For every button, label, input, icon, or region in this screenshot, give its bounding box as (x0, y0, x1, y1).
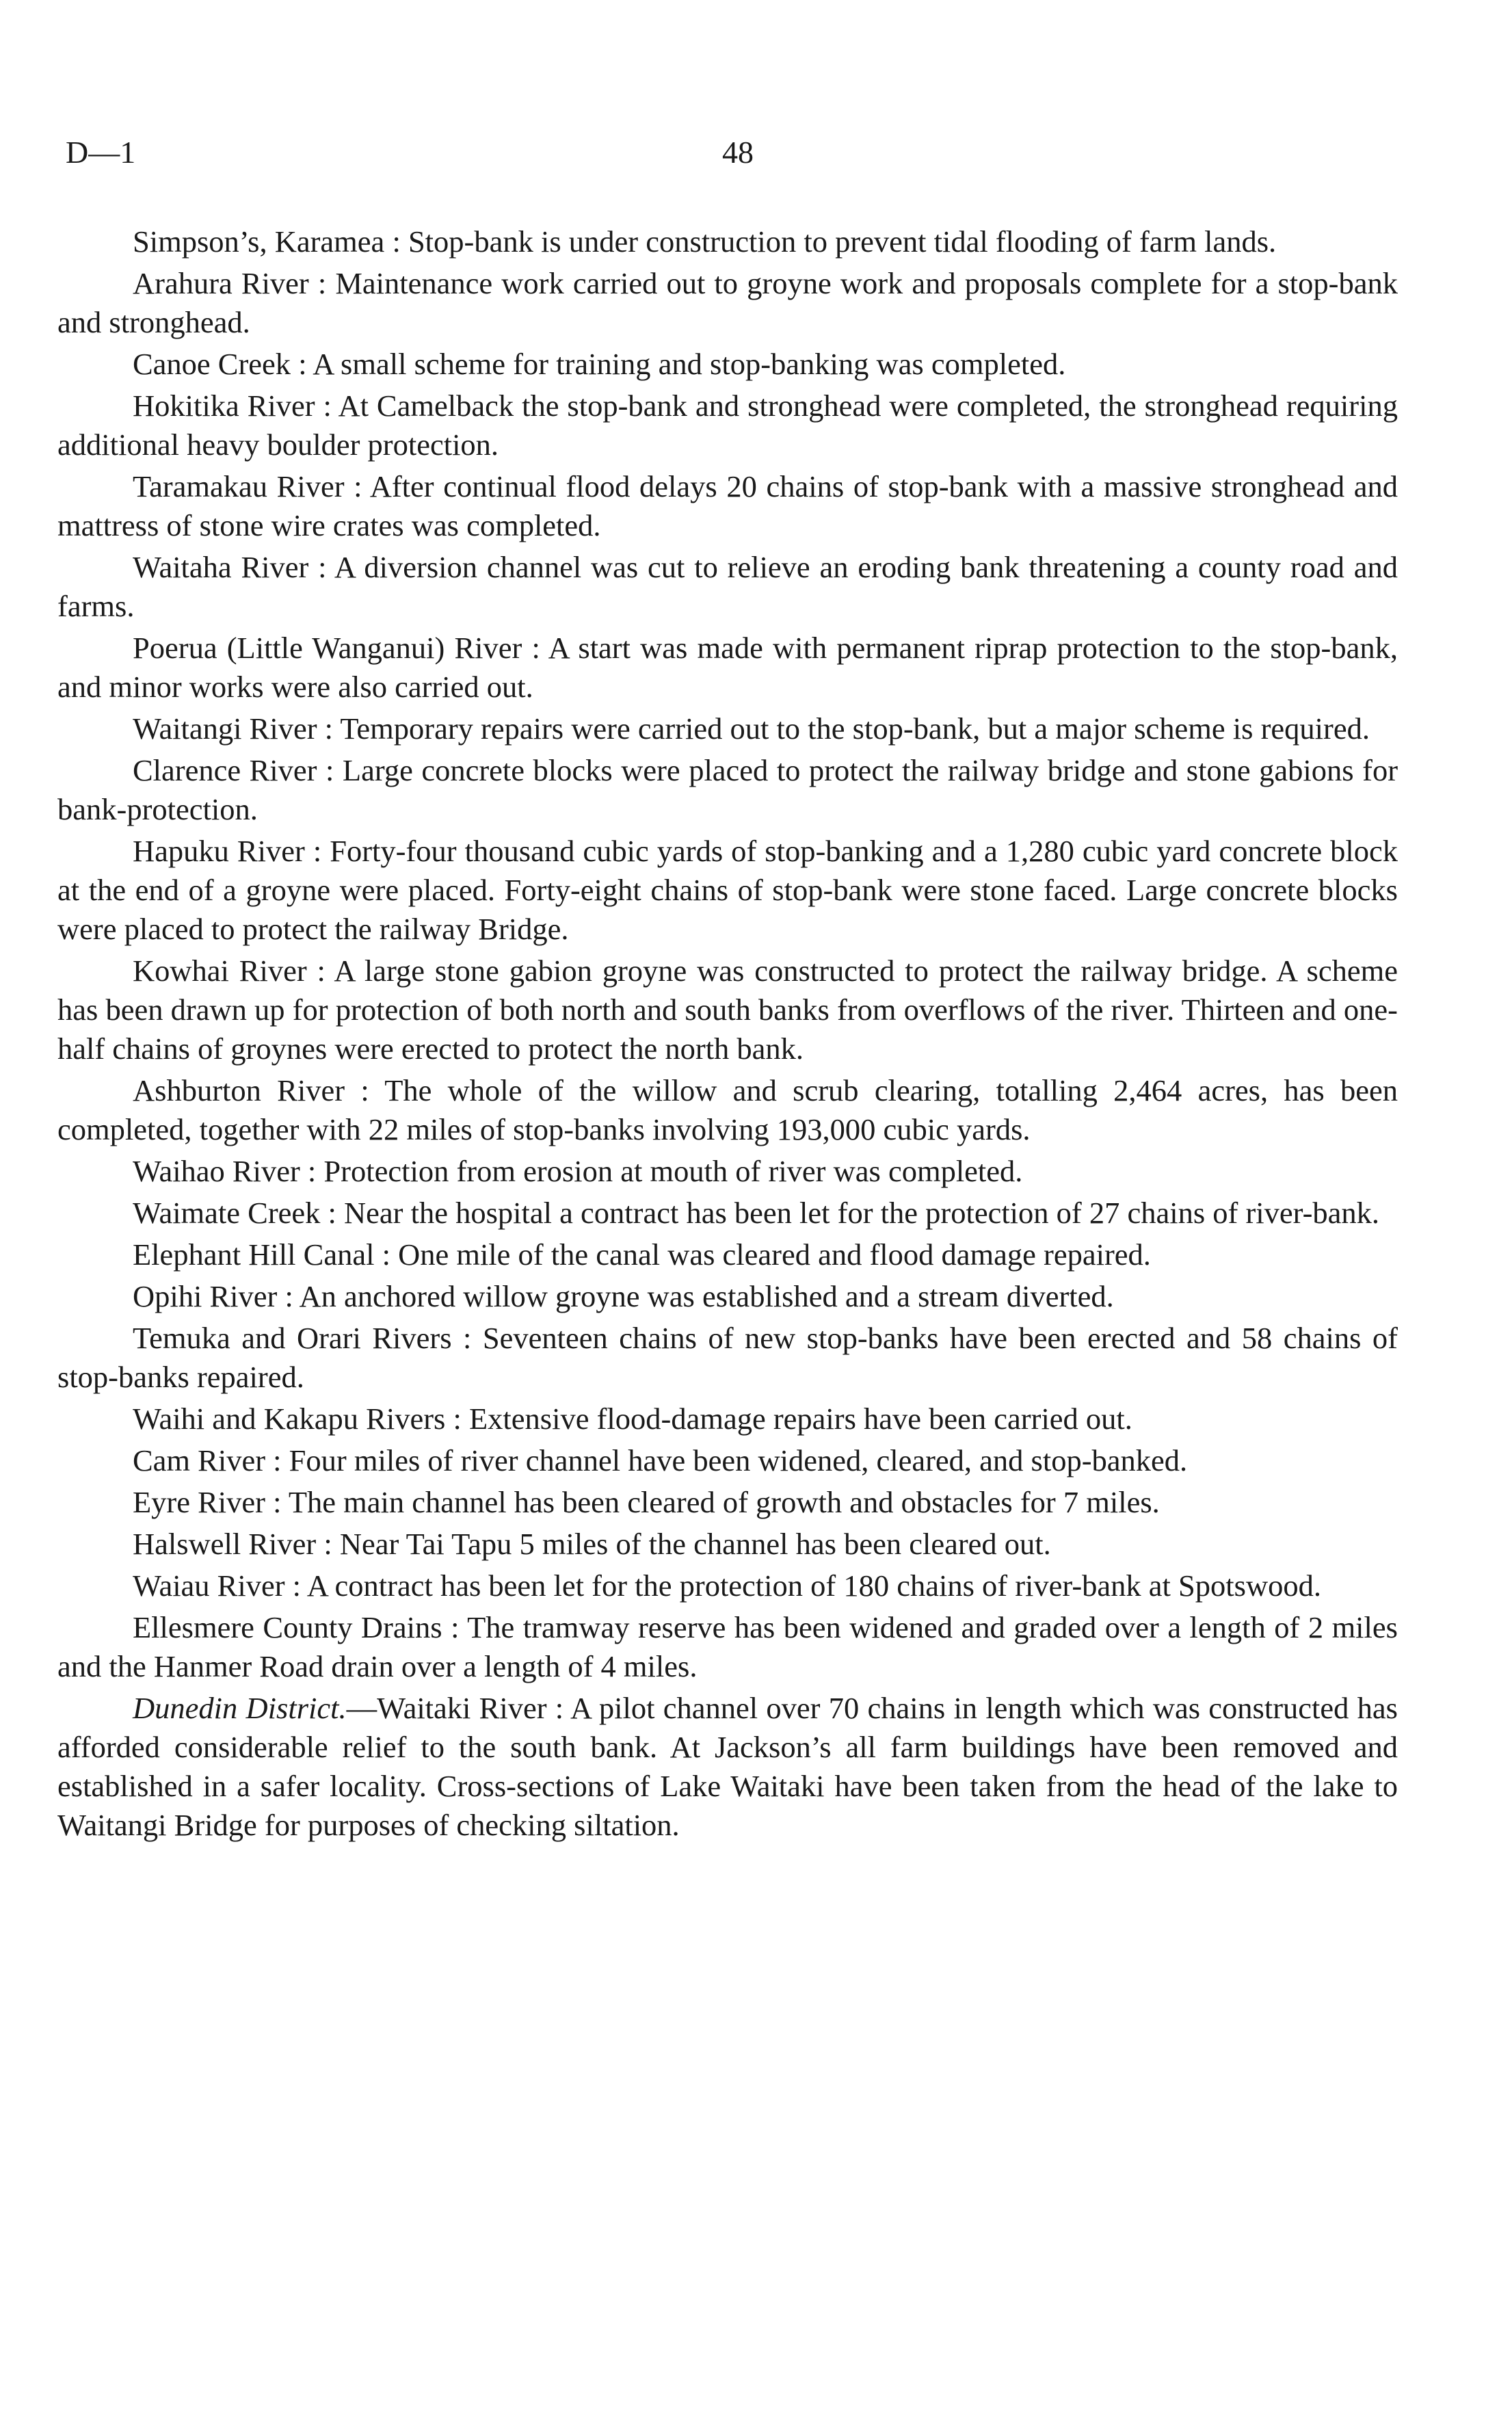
entry-text: Near Tai Tapu 5 miles of the channel has been cleared out. (339, 1527, 1051, 1561)
entry-title: Waitaki River (377, 1691, 547, 1725)
river-entry-poerua: Poerua (Little Wanganui) River : A start was made with permanent riprap protection to the stop-bank, and minor works were also carried out. (57, 631, 1398, 704)
river-entry-canoe-creek: Canoe Creek : A small scheme for training and stop-banking was completed. (133, 347, 1066, 381)
entry-title: Temuka and Orari Rivers (133, 1321, 452, 1355)
river-entry-ashburton: Ashburton River : The whole of the willow and scrub clearing, totalling 2,464 acres, has been completed, together with 22 miles of stop-banks involving 193,000 cubic yards. (57, 1073, 1398, 1146)
entry-title: Taramakau River (133, 469, 345, 503)
entry-text: Forty-four thousand cubic yards of stop-banking and a 1,280 cubic yard concrete block at the end of a groyne were placed. Forty-eight chains of stop-bank were stone faced. Large concrete blocks were placed to protect the railway Bridge. (57, 834, 1398, 946)
page-header (66, 134, 1447, 182)
entry-text: A pilot channel over 70 chains in length which was constructed has afforded considerable relief to the south bank. At Jackson’s all farm buildings have been removed and established in a safer locality. Cross-sections of Lake Waitaki have been taken from the head of the lake to Waitangi Bridge for purposes of checking siltation. (57, 1691, 1398, 1842)
entry-title: Clarence River (133, 753, 317, 787)
entry-text: Maintenance work carried out to groyne work and proposals complete for a stop-bank and stronghead. (57, 266, 1398, 339)
river-entry-elephant-hill-canal: Elephant Hill Canal : One mile of the canal was cleared and flood damage repaired. (133, 1237, 1151, 1272)
entry-title: Elephant Hill Canal (133, 1237, 375, 1272)
entry-text: A small scheme for training and stop-banking was completed. (313, 347, 1066, 381)
river-entry-waiau: Waiau River : A contract has been let for the protection of 180 chains of river-bank at Spotswood. (133, 1568, 1321, 1603)
entry-text: A start was made with permanent riprap protection to the stop-bank, and minor works were also carried out. (57, 631, 1398, 704)
dunedin-district-entry: Dunedin District.—Waitaki River : A pilot channel over 70 chains in length which was constructed has afforded considerable relief to the south bank. At Jackson’s all farm buildings have been removed and established in a safer locality. Cross-sections of Lake Waitaki have been taken from the head of the lake to Waitangi Bridge for purposes of checking siltation. (57, 1691, 1398, 1842)
entry-title: Ellesmere County Drains (133, 1610, 442, 1644)
entry-text: Large concrete blocks were placed to protect the railway bridge and stone gabions for bank-protection. (57, 753, 1398, 826)
entry-text: After continual flood delays 20 chains of stop-bank with a massive stronghead and mattress of stone wire crates was completed. (57, 469, 1398, 542)
document-reference: D—1 (66, 135, 136, 170)
report-body (57, 222, 1398, 1848)
river-entry-waihi-kakapu: Waihi and Kakapu Rivers : Extensive flood-damage repairs have been carried out. (133, 1402, 1132, 1436)
entry-text: A contract has been let for the protection of 180 chains of river-bank at Spotswood. (306, 1568, 1321, 1603)
river-entry-hokitika: Hokitika River : At Camelback the stop-bank and stronghead were completed, the stronghead requiring additional heavy boulder protection. (57, 389, 1398, 462)
entry-title: Halswell River (133, 1527, 317, 1561)
entry-title: Poerua (Little Wanganui) River (133, 631, 522, 665)
entry-title: Waitangi River (133, 711, 317, 746)
entry-title: Ashburton River (133, 1073, 345, 1107)
river-entry-waimate-creek: Waimate Creek : Near the hospital a contract has been let for the protection of 27 chains of river-bank. (133, 1196, 1380, 1230)
entry-title: Waihi and Kakapu Rivers (133, 1402, 446, 1436)
entry-title: Simpson’s, Karamea (133, 224, 385, 259)
entry-title: Waitaha River (133, 550, 309, 584)
river-entry-waihao: Waihao River : Protection from erosion at mouth of river was completed. (133, 1154, 1023, 1188)
entry-title: Hokitika River (133, 389, 315, 423)
river-entry-cam: Cam River : Four miles of river channel have been widened, cleared, and stop-banked. (133, 1443, 1188, 1477)
river-entry-kowhai: Kowhai River : A large stone gabion groyne was constructed to protect the railway bridge. A scheme has been drawn up for protection of both north and south banks from overflows of the river. Thirteen and one-half chains of groynes were erected to protect the north bank. (57, 954, 1398, 1066)
entry-text: Temporary repairs were carried out to the stop-bank, but a major scheme is required. (340, 711, 1370, 746)
entry-title: Waimate Creek (133, 1196, 321, 1230)
entry-title: Kowhai River (133, 954, 307, 988)
river-entry-halswell: Halswell River : Near Tai Tapu 5 miles of the channel has been cleared out. (133, 1527, 1051, 1561)
entry-title: Waiau River (133, 1568, 285, 1603)
entry-text: One mile of the canal was cleared and flood damage repaired. (398, 1237, 1151, 1272)
entry-text: Stop-bank is under construction to prevent tidal flooding of farm lands. (408, 224, 1277, 259)
river-entry-waitaha: Waitaha River : A diversion channel was cut to relieve an eroding bank threatening a county road and farms. (57, 550, 1398, 623)
river-entry-simpsons-karamea: Simpson’s, Karamea : Stop-bank is under construction to prevent tidal flooding of farm lands. (133, 224, 1277, 259)
river-entry-arahura: Arahura River : Maintenance work carried out to groyne work and proposals complete for a stop-bank and stronghead. (57, 266, 1398, 339)
river-entry-waitangi: Waitangi River : Temporary repairs were carried out to the stop-bank, but a major scheme is required. (133, 711, 1370, 746)
entry-text: A large stone gabion groyne was constructed to protect the railway bridge. A scheme has been drawn up for protection of both north and south banks from overflows of the river. Thirteen and one-half chains of groynes were erected to protect the north bank. (57, 954, 1398, 1066)
river-entry-hapuku: Hapuku River : Forty-four thousand cubic yards of stop-banking and a 1,280 cubic yard concrete block at the end of a groyne were placed. Forty-eight chains of stop-bank were stone faced. Large concrete blocks were placed to protect the railway Bridge. (57, 834, 1398, 946)
entry-title: Cam River (133, 1443, 266, 1477)
river-entry-eyre: Eyre River : The main channel has been cleared of growth and obstacles for 7 miles. (133, 1485, 1160, 1519)
entry-title: Opihi River (133, 1279, 278, 1313)
river-entry-taramakau: Taramakau River : After continual flood delays 20 chains of stop-bank with a massive stronghead and mattress of stone wire crates was completed. (57, 469, 1398, 542)
river-entry-temuka-orari: Temuka and Orari Rivers : Seventeen chains of new stop-banks have been erected and 58 chains of stop-banks repaired. (57, 1321, 1398, 1394)
district-heading: Dunedin District. (133, 1691, 347, 1725)
entry-title: Hapuku River (133, 834, 305, 868)
river-entry-opihi: Opihi River : An anchored willow groyne was established and a stream diverted. (133, 1279, 1114, 1313)
entry-text: The whole of the willow and scrub clearing, totalling 2,464 acres, has been completed, together with 22 miles of stop-banks involving 193,000 cubic yards. (57, 1073, 1398, 1146)
entry-text: Extensive flood-damage repairs have been carried out. (469, 1402, 1132, 1436)
entry-text: At Camelback the stop-bank and stronghead were completed, the stronghead requiring additional heavy boulder protection. (57, 389, 1398, 462)
entry-title: Waihao River (133, 1154, 300, 1188)
entry-text: The main channel has been cleared of growth and obstacles for 7 miles. (288, 1485, 1160, 1519)
river-entry-ellesmere-drains: Ellesmere County Drains : The tramway reserve has been widened and graded over a length of 2 miles and the Hanmer Road drain over a length of 4 miles. (57, 1610, 1398, 1683)
entry-text: An anchored willow groyne was established and a stream diverted. (299, 1279, 1114, 1313)
entry-text: A diversion channel was cut to relieve an eroding bank threatening a county road and farms. (57, 550, 1398, 623)
entry-text: The tramway reserve has been widened and graded over a length of 2 miles and the Hanmer Road drain over a length of 4 miles. (57, 1610, 1398, 1683)
page-number: 48 (722, 135, 754, 170)
entry-text: Four miles of river channel have been widened, cleared, and stop-banked. (289, 1443, 1188, 1477)
entry-title: Canoe Creek (133, 347, 291, 381)
entry-text: Protection from erosion at mouth of river was completed. (323, 1154, 1023, 1188)
entry-text: Near the hospital a contract has been let for the protection of 27 chains of river-bank. (344, 1196, 1380, 1230)
entry-title: Arahura River (133, 266, 309, 300)
entry-title: Eyre River (133, 1485, 265, 1519)
entry-text: Seventeen chains of new stop-banks have been erected and 58 chains of stop-banks repaired. (57, 1321, 1398, 1394)
river-entry-clarence: Clarence River : Large concrete blocks were placed to protect the railway bridge and stone gabions for bank-protection. (57, 753, 1398, 826)
